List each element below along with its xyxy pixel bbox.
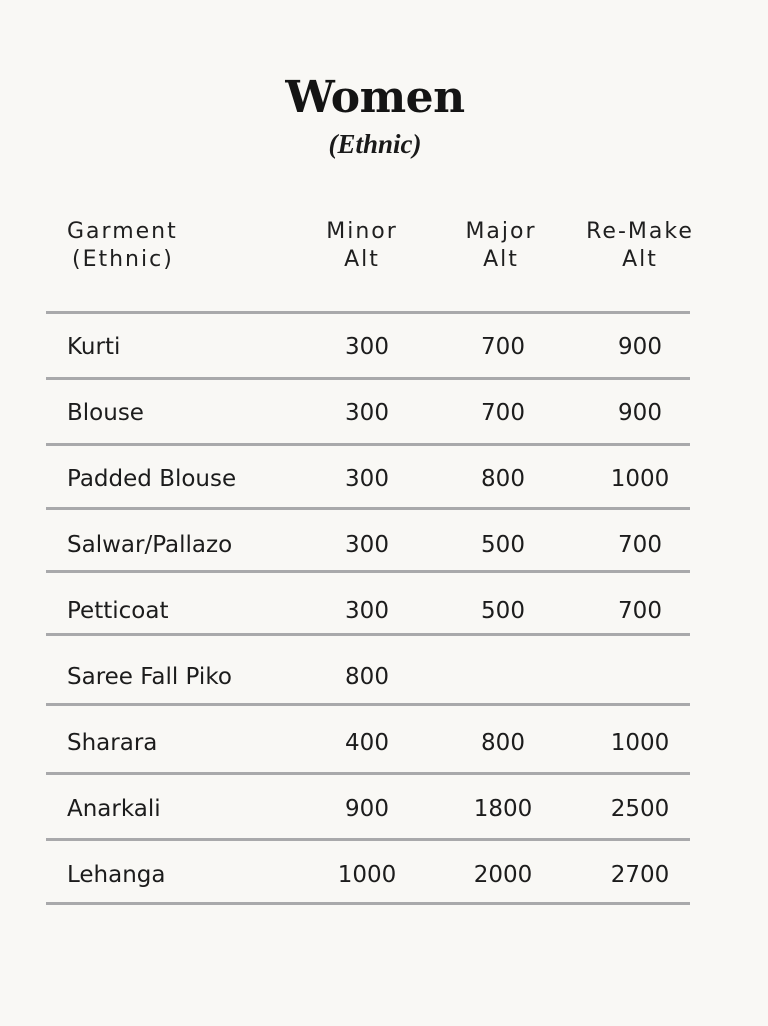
table-divider — [46, 377, 690, 380]
column-header-garment-line1: Garment — [67, 219, 178, 244]
table-divider — [46, 443, 690, 446]
column-header-minor-line2: Alt — [344, 247, 380, 272]
major-alt-price: 1800 — [473, 796, 533, 822]
garment-name: Salwar/Pallazo — [67, 532, 233, 558]
garment-name: Lehanga — [67, 862, 166, 888]
garment-name: Sharara — [67, 730, 158, 756]
garment-name: Padded Blouse — [67, 466, 237, 492]
minor-alt-price: 900 — [345, 796, 389, 822]
major-alt-price: 700 — [481, 400, 525, 426]
minor-alt-price: 400 — [345, 730, 389, 756]
column-header-minor-line1: Minor — [326, 219, 398, 244]
table-row — [0, 723, 768, 763]
minor-alt-price: 300 — [345, 466, 389, 492]
minor-alt-price: 800 — [345, 664, 389, 690]
major-alt-price: 500 — [481, 532, 525, 558]
table-divider — [46, 772, 690, 775]
remake-alt-price: 900 — [618, 334, 662, 360]
table-row — [0, 525, 768, 565]
column-header-garment — [67, 218, 178, 274]
table-divider — [46, 311, 690, 314]
table-row — [0, 327, 768, 367]
remake-alt-price: 700 — [618, 598, 662, 624]
column-header-garment-line2: (Ethnic) — [72, 247, 174, 272]
table-row — [0, 657, 768, 697]
page-title: Women — [285, 72, 465, 123]
remake-alt-price: 1000 — [610, 730, 670, 756]
major-alt-price: 800 — [481, 730, 525, 756]
remake-alt-price: 900 — [618, 400, 662, 426]
column-header-remake-line2: Alt — [622, 247, 658, 272]
remake-alt-price: 2700 — [610, 862, 670, 888]
table-row — [0, 855, 768, 895]
column-header-major-alt — [421, 218, 581, 274]
major-alt-price: 500 — [481, 598, 525, 624]
major-alt-price: 700 — [481, 334, 525, 360]
major-alt-price: 800 — [481, 466, 525, 492]
minor-alt-price: 300 — [345, 598, 389, 624]
remake-alt-price: 1000 — [610, 466, 670, 492]
remake-alt-price: 2500 — [610, 796, 670, 822]
garment-name: Anarkali — [67, 796, 161, 822]
column-header-minor-alt — [282, 218, 442, 274]
table-divider — [46, 570, 690, 573]
table-divider — [46, 507, 690, 510]
table-row — [0, 393, 768, 433]
garment-name: Petticoat — [67, 598, 169, 624]
page-subtitle: (Ethnic) — [328, 129, 422, 159]
table-divider — [46, 902, 690, 905]
table-row — [0, 789, 768, 829]
minor-alt-price: 300 — [345, 334, 389, 360]
column-header-remake-line1: Re-Make — [586, 219, 694, 244]
minor-alt-price: 1000 — [337, 862, 397, 888]
garment-name: Kurti — [67, 334, 121, 360]
major-alt-price: 2000 — [473, 862, 533, 888]
column-header-major-line1: Major — [465, 219, 537, 244]
column-header-remake-alt — [560, 218, 720, 274]
column-header-major-line2: Alt — [483, 247, 519, 272]
table-divider — [46, 838, 690, 841]
minor-alt-price: 300 — [345, 400, 389, 426]
table-divider — [46, 703, 690, 706]
table-divider — [46, 633, 690, 636]
table-row — [0, 459, 768, 499]
garment-name: Saree Fall Piko — [67, 664, 232, 690]
garment-name: Blouse — [67, 400, 144, 426]
remake-alt-price: 700 — [618, 532, 662, 558]
table-row — [0, 591, 768, 631]
minor-alt-price: 300 — [345, 532, 389, 558]
